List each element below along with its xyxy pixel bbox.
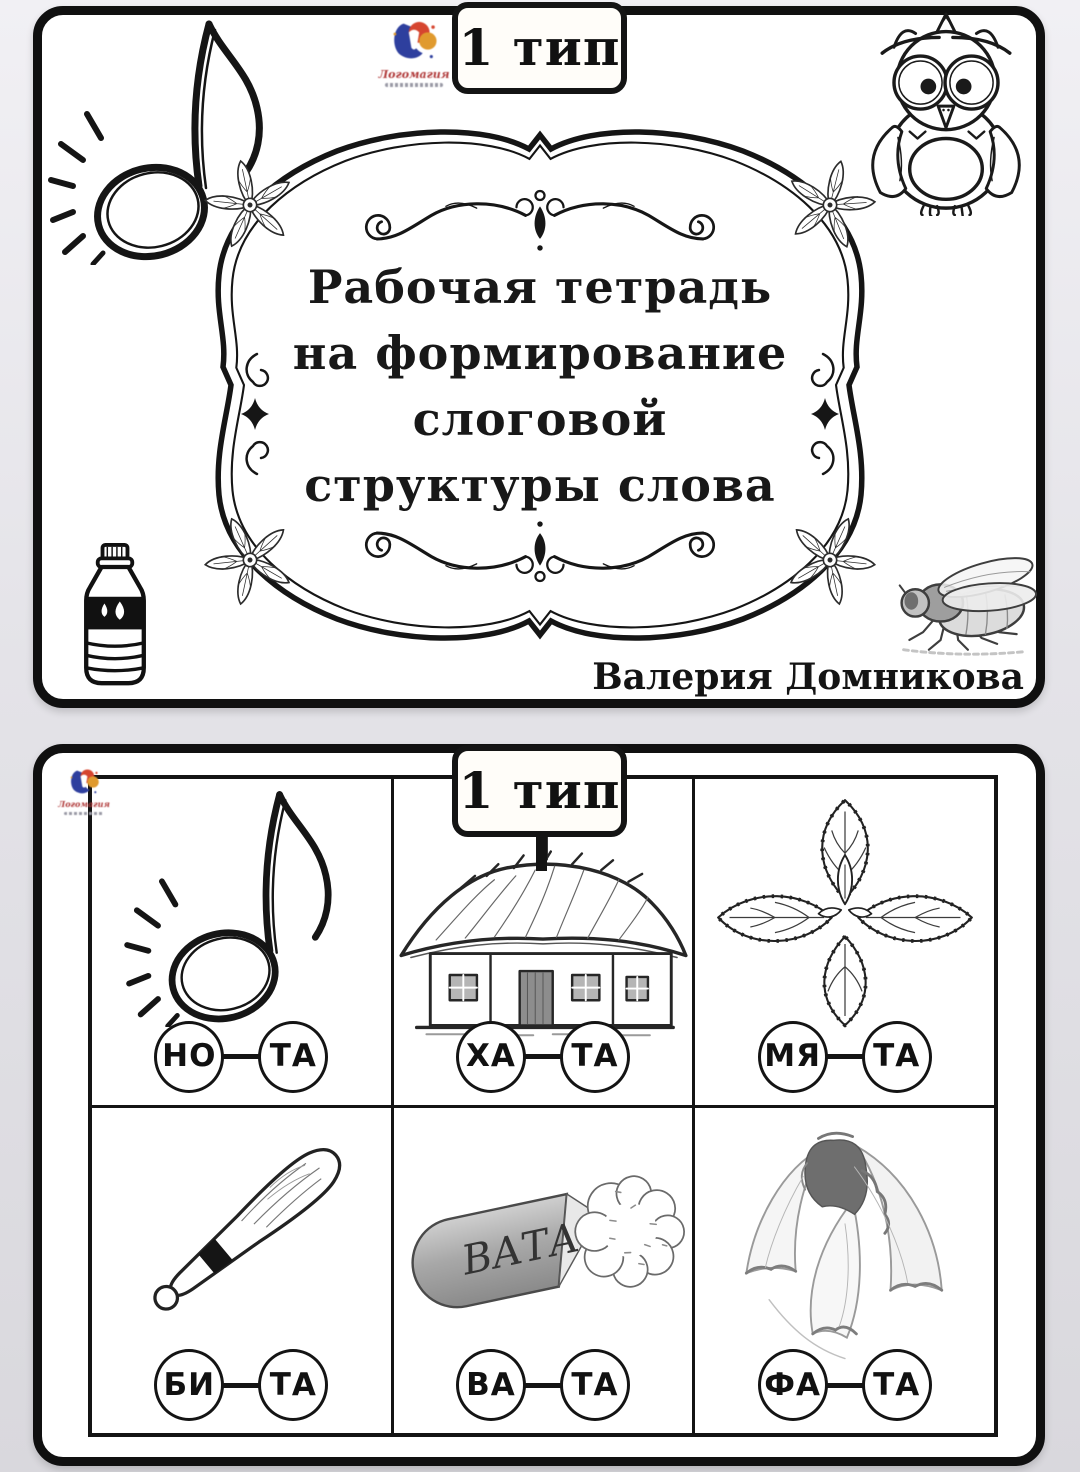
syllable-connector [223,1054,259,1059]
publisher-logo-small [52,765,116,815]
type-badge-worksheet [452,745,627,837]
type-badge-cover [452,2,627,94]
syllable-row [154,1349,328,1421]
exercise-cell-vata [394,1108,693,1434]
publisher-logo-subline [64,812,104,815]
syllable-row [154,1021,328,1093]
type-badge-cover-label: 1 тип [458,18,621,77]
syllable-row [456,1021,630,1093]
exercise-cell-bita [92,1108,391,1434]
syllable-row [456,1349,630,1421]
cover-title-line-3: слоговой [412,392,668,446]
syllable-connector [223,1383,259,1388]
syllable-circle: ВА [456,1349,526,1421]
syllable-circle: ХА [456,1021,526,1093]
syllable-circle: ТА [258,1349,328,1421]
syllable-connector [525,1054,561,1059]
exercise-cell-myata [695,779,994,1105]
syllable-connector [827,1054,863,1059]
musical-note-icon [121,781,361,1027]
syllable-connector [525,1383,561,1388]
cover-title-line-1: Рабочая тетрадь [307,260,773,314]
syllable-circle: ТА [862,1021,932,1093]
syllable-row [758,1349,932,1421]
swirl-divider-bottom [340,515,740,591]
syllable-row [758,1021,932,1093]
fly-icon [886,540,1042,660]
syllable-circle: ФА [758,1349,828,1421]
type-badge-worksheet-label: 1 тип [458,761,621,820]
cover-title-line-2: на формирование [292,326,788,380]
swirl-divider-top [340,181,740,257]
syllable-circle: ТА [560,1021,630,1093]
syllable-circle: ТА [258,1021,328,1093]
syllable-circle: ТА [862,1349,932,1421]
syllable-circle: НО [154,1021,224,1093]
water-bottle-icon [76,543,154,687]
mint-plant-icon [701,785,989,1033]
cover-page-card [33,6,1045,708]
bridal-veil-icon [712,1110,978,1368]
author-name: Валерия Домникова [592,656,1024,698]
syllable-circle: ТА [560,1349,630,1421]
syllable-connector [827,1383,863,1388]
cover-title-line-4: структуры слова [304,458,776,512]
badge-sign-post [536,835,547,871]
baseball-bat-icon [109,1112,373,1358]
exercise-grid [88,775,998,1437]
publisher-logo-icon [67,765,101,799]
cotton-wool-roll-icon [394,1146,693,1344]
worksheet-page-card [33,744,1045,1466]
flower-icon-bottom-right [771,501,890,620]
exercise-cell-nota [92,779,391,1105]
flower-icon-bottom-left [191,501,310,620]
publisher-logo [370,15,458,87]
publisher-logo-text: Логомагия [378,68,450,81]
syllable-circle: БИ [154,1349,224,1421]
publisher-logo-text: Логомагия [58,799,110,809]
syllable-circle: МЯ [758,1021,828,1093]
publisher-logo-subline [385,83,443,87]
cover-title [185,254,895,518]
exercise-cell-fata [695,1108,994,1434]
publisher-logo-icon [388,15,440,67]
flower-icon-top-left [191,146,310,265]
